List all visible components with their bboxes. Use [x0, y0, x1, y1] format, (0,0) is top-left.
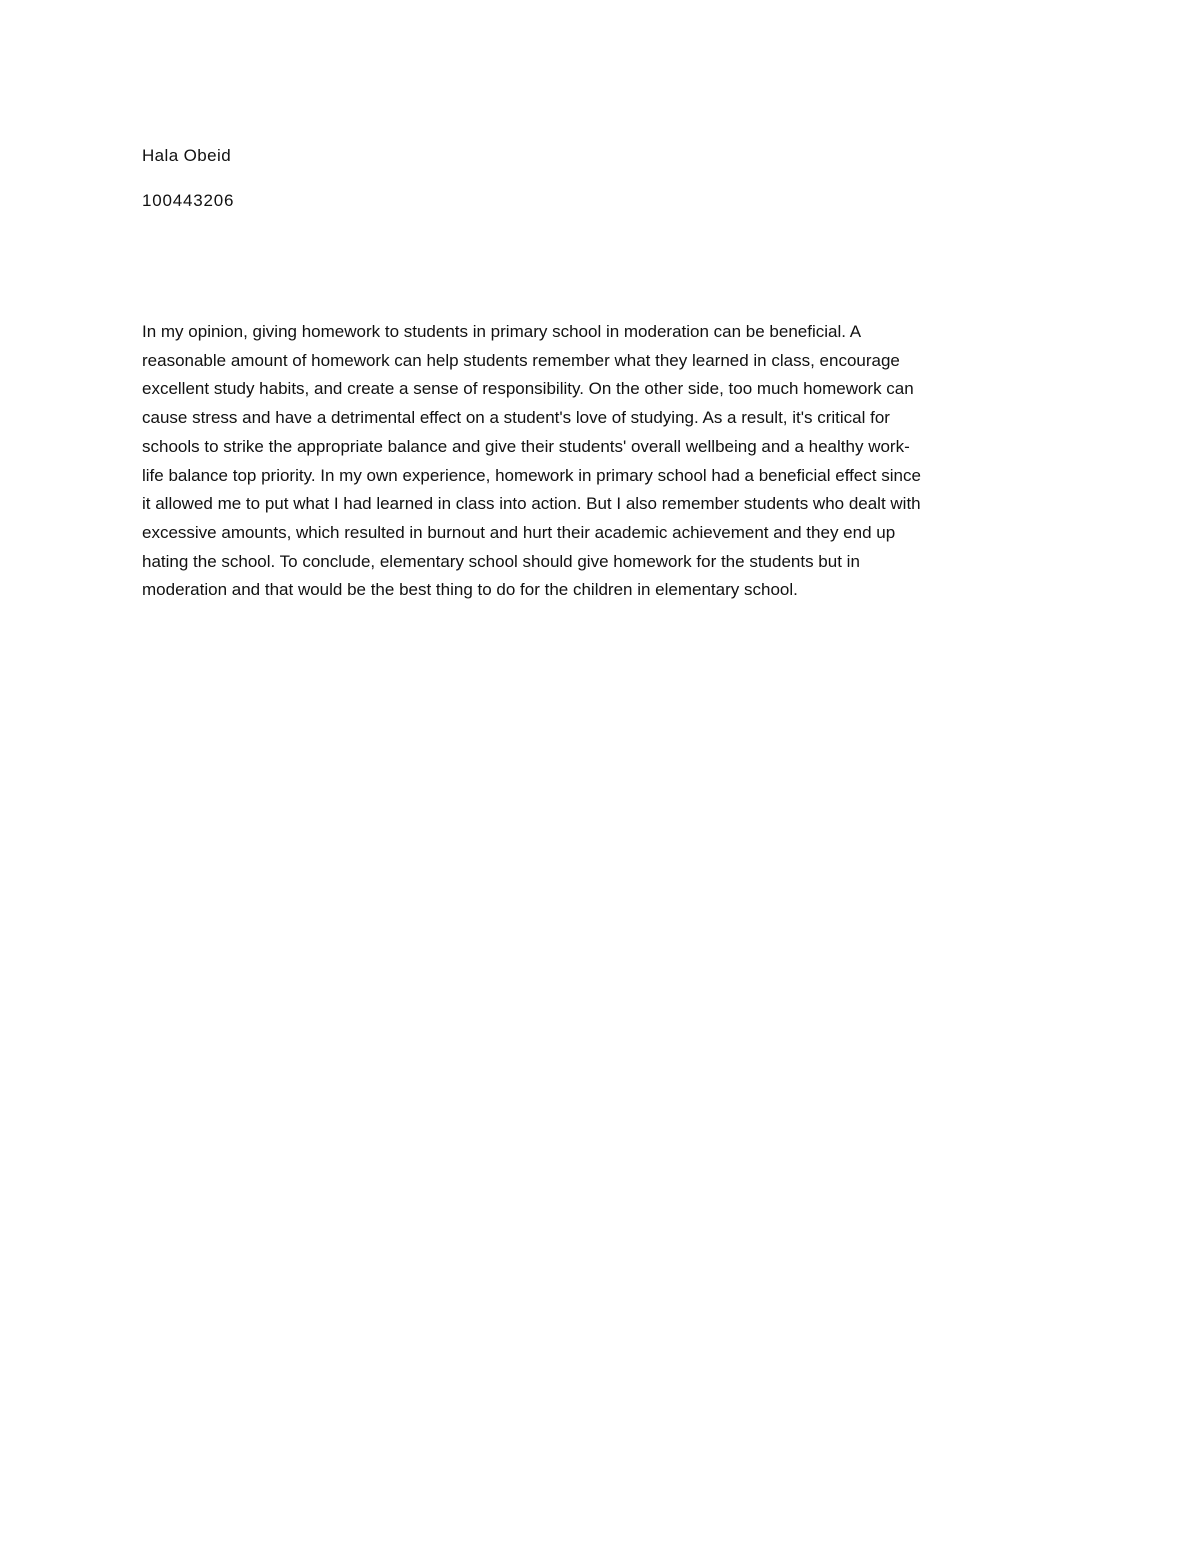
- essay-line: schools to strike the appropriate balance and give their students' overall wellbeing and a healthy work-: [142, 436, 910, 456]
- essay-paragraph: [142, 318, 1072, 605]
- student-id: 100443206: [142, 191, 235, 210]
- essay-line: excellent study habits, and create a sense of responsibility. On the other side, too much homework can: [142, 379, 914, 399]
- essay-line: life balance top priority. In my own experience, homework in primary school had a beneficial effect since: [142, 465, 921, 485]
- essay-line: In my opinion, giving homework to students in primary school in moderation can be beneficial. A: [142, 322, 862, 341]
- essay-line: cause stress and have a detrimental effect on a student's love of studying. As a result, it's critical for: [142, 408, 890, 428]
- essay-line: hating the school. To conclude, elementary school should give homework for the students but in: [142, 551, 860, 571]
- essay-line: it allowed me to put what I had learned in class into action. But I also remember students who dealt with: [142, 494, 921, 514]
- essay-line: reasonable amount of homework can help students remember what they learned in class, encourage: [142, 350, 900, 370]
- author-name: Hala Obeid: [142, 146, 232, 165]
- essay-line: excessive amounts, which resulted in burnout and hurt their academic achievement and they end up: [142, 522, 896, 542]
- essay-line: moderation and that would be the best thing to do for the children in elementary school.: [142, 580, 798, 600]
